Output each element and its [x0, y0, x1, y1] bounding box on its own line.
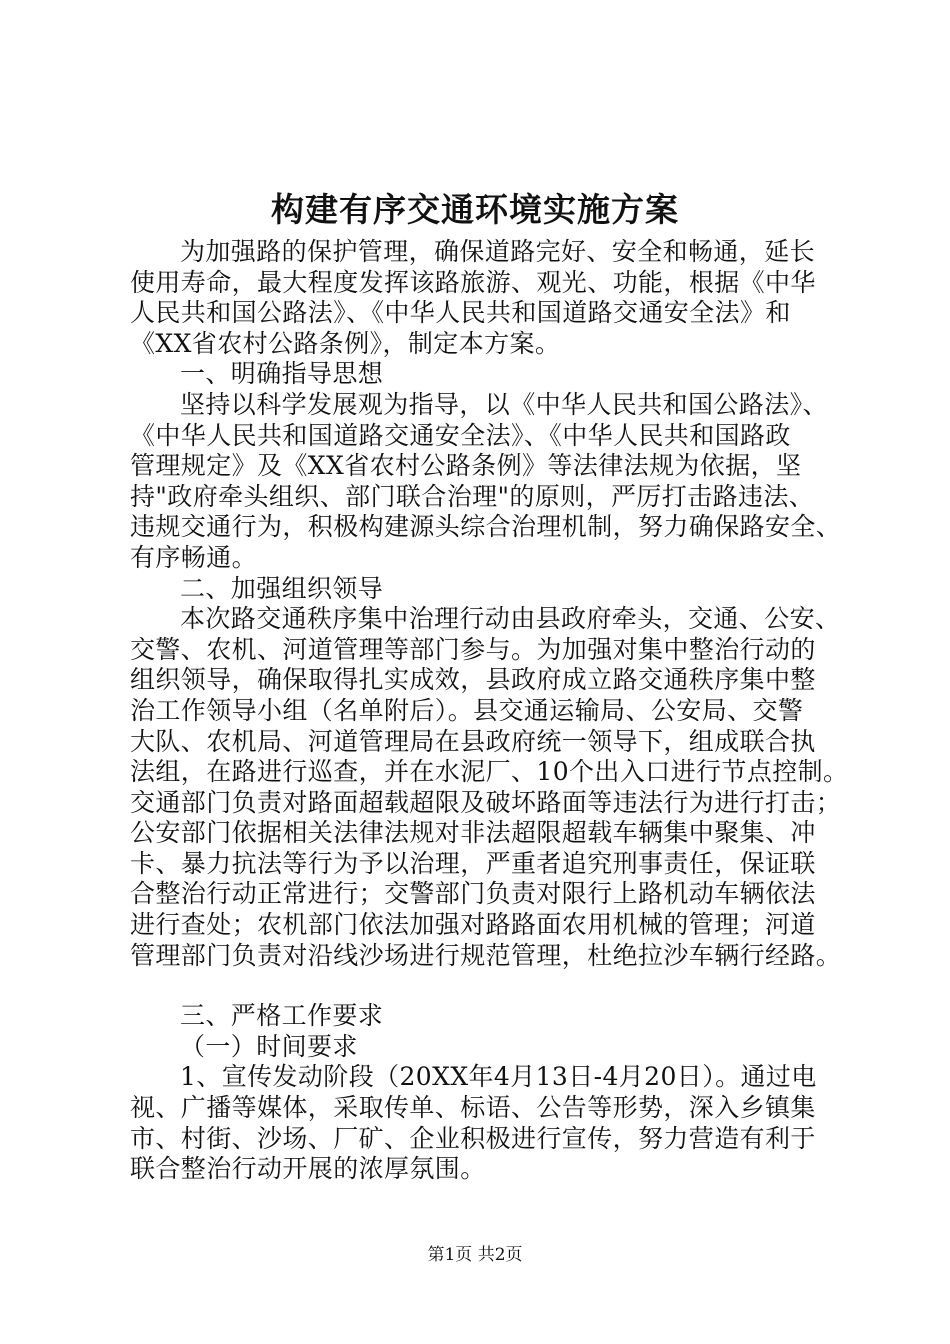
paragraph-line: 治工作领导小组（名单附后）。县交通运输局、公安局、交警	[130, 695, 804, 725]
paragraph-line: 市、村街、沙场、厂矿、企业积极进行宣传，努力营造有利于	[130, 1123, 816, 1153]
paragraph-line: 持"政府牵头组织、部门联合治理"的原则，严厉打击路违法、	[130, 481, 815, 511]
paragraph-line: 法组，在路进行巡查，并在水泥厂、10个出入口进行节点控制。	[130, 757, 849, 787]
paragraph-line: 为加强路的保护管理，确保道路完好、安全和畅通，延长	[180, 237, 816, 266]
paragraph-line: 合整治行动正常进行；交警部门负责对限行上路机动车辆依法	[130, 879, 816, 909]
paragraph-line: 人民共和国公路法》、《中华人民共和国道路交通安全法》和	[130, 298, 791, 328]
document-body	[130, 237, 860, 1185]
paragraph-line: 坚持以科学发展观为指导，以《中华人民共和国公路法》、	[180, 389, 828, 419]
paragraph-line: 交通部门负责对路面超载超限及破坏路面等违法行为进行打击；	[130, 787, 842, 817]
paragraph-line: 公安部门依据相关法律法规对非法超限超载车辆集中聚集、冲	[130, 818, 816, 848]
paragraph-line: 管理规定》及《XX省农村公路条例》等法律法规为依据，坚	[130, 451, 802, 481]
paragraph-line: 卡、暴力抗法等行为予以治理，严重者追究刑事责任，保证联	[130, 848, 816, 878]
paragraph-line: 《XX省农村公路条例》，制定本方案。	[130, 328, 561, 358]
section-heading: 一、明确指导思想	[180, 359, 384, 389]
paragraph-line: 管理部门负责对沿线沙场进行规范管理，杜绝拉沙车辆行经路。	[130, 940, 842, 970]
paragraph-line: 有序畅通。	[130, 542, 258, 572]
paragraph-line: 1、宣传发动阶段（20XX年4月13日-4月20日）。通过电	[180, 1062, 817, 1092]
paragraph-line: 《中华人民共和国道路交通安全法》、《中华人民共和国路政	[130, 420, 791, 450]
paragraph-line: 违规交通行为，积极构建源头综合治理机制，努力确保路安全、	[130, 512, 842, 542]
paragraph-line: 组织领导，确保取得扎实成效，县政府成立路交通秩序集中整	[130, 665, 816, 695]
paragraph-line: 大队、农机局、河道管理局在县政府统一领导下，组成联合执	[130, 726, 816, 756]
paragraph-line: 使用寿命，最大程度发挥该路旅游、观光、功能，根据《中华	[130, 267, 816, 297]
paragraph-line: 交警、农机、河道管理等部门参与。为加强对集中整治行动的	[130, 634, 816, 664]
paragraph-gap	[130, 971, 860, 1001]
paragraph-line: 视、广播等媒体，采取传单、标语、公告等形势，深入乡镇集	[130, 1093, 816, 1123]
subsection-heading: （一）时间要求	[180, 1031, 358, 1061]
page-number: 第1页 共2页	[427, 1245, 523, 1265]
document-title: 构建有序交通环境实施方案	[271, 190, 679, 229]
paragraph-line: 本次路交通秩序集中治理行动由县政府牵头，交通、公安、	[180, 604, 841, 634]
section-heading: 三、严格工作要求	[180, 1001, 384, 1031]
paragraph-line: 联合整治行动开展的浓厚氛围。	[130, 1154, 486, 1184]
paragraph-line: 进行查处；农机部门依法加强对路路面农用机械的管理；河道	[130, 910, 816, 940]
section-heading: 二、加强组织领导	[180, 573, 384, 603]
